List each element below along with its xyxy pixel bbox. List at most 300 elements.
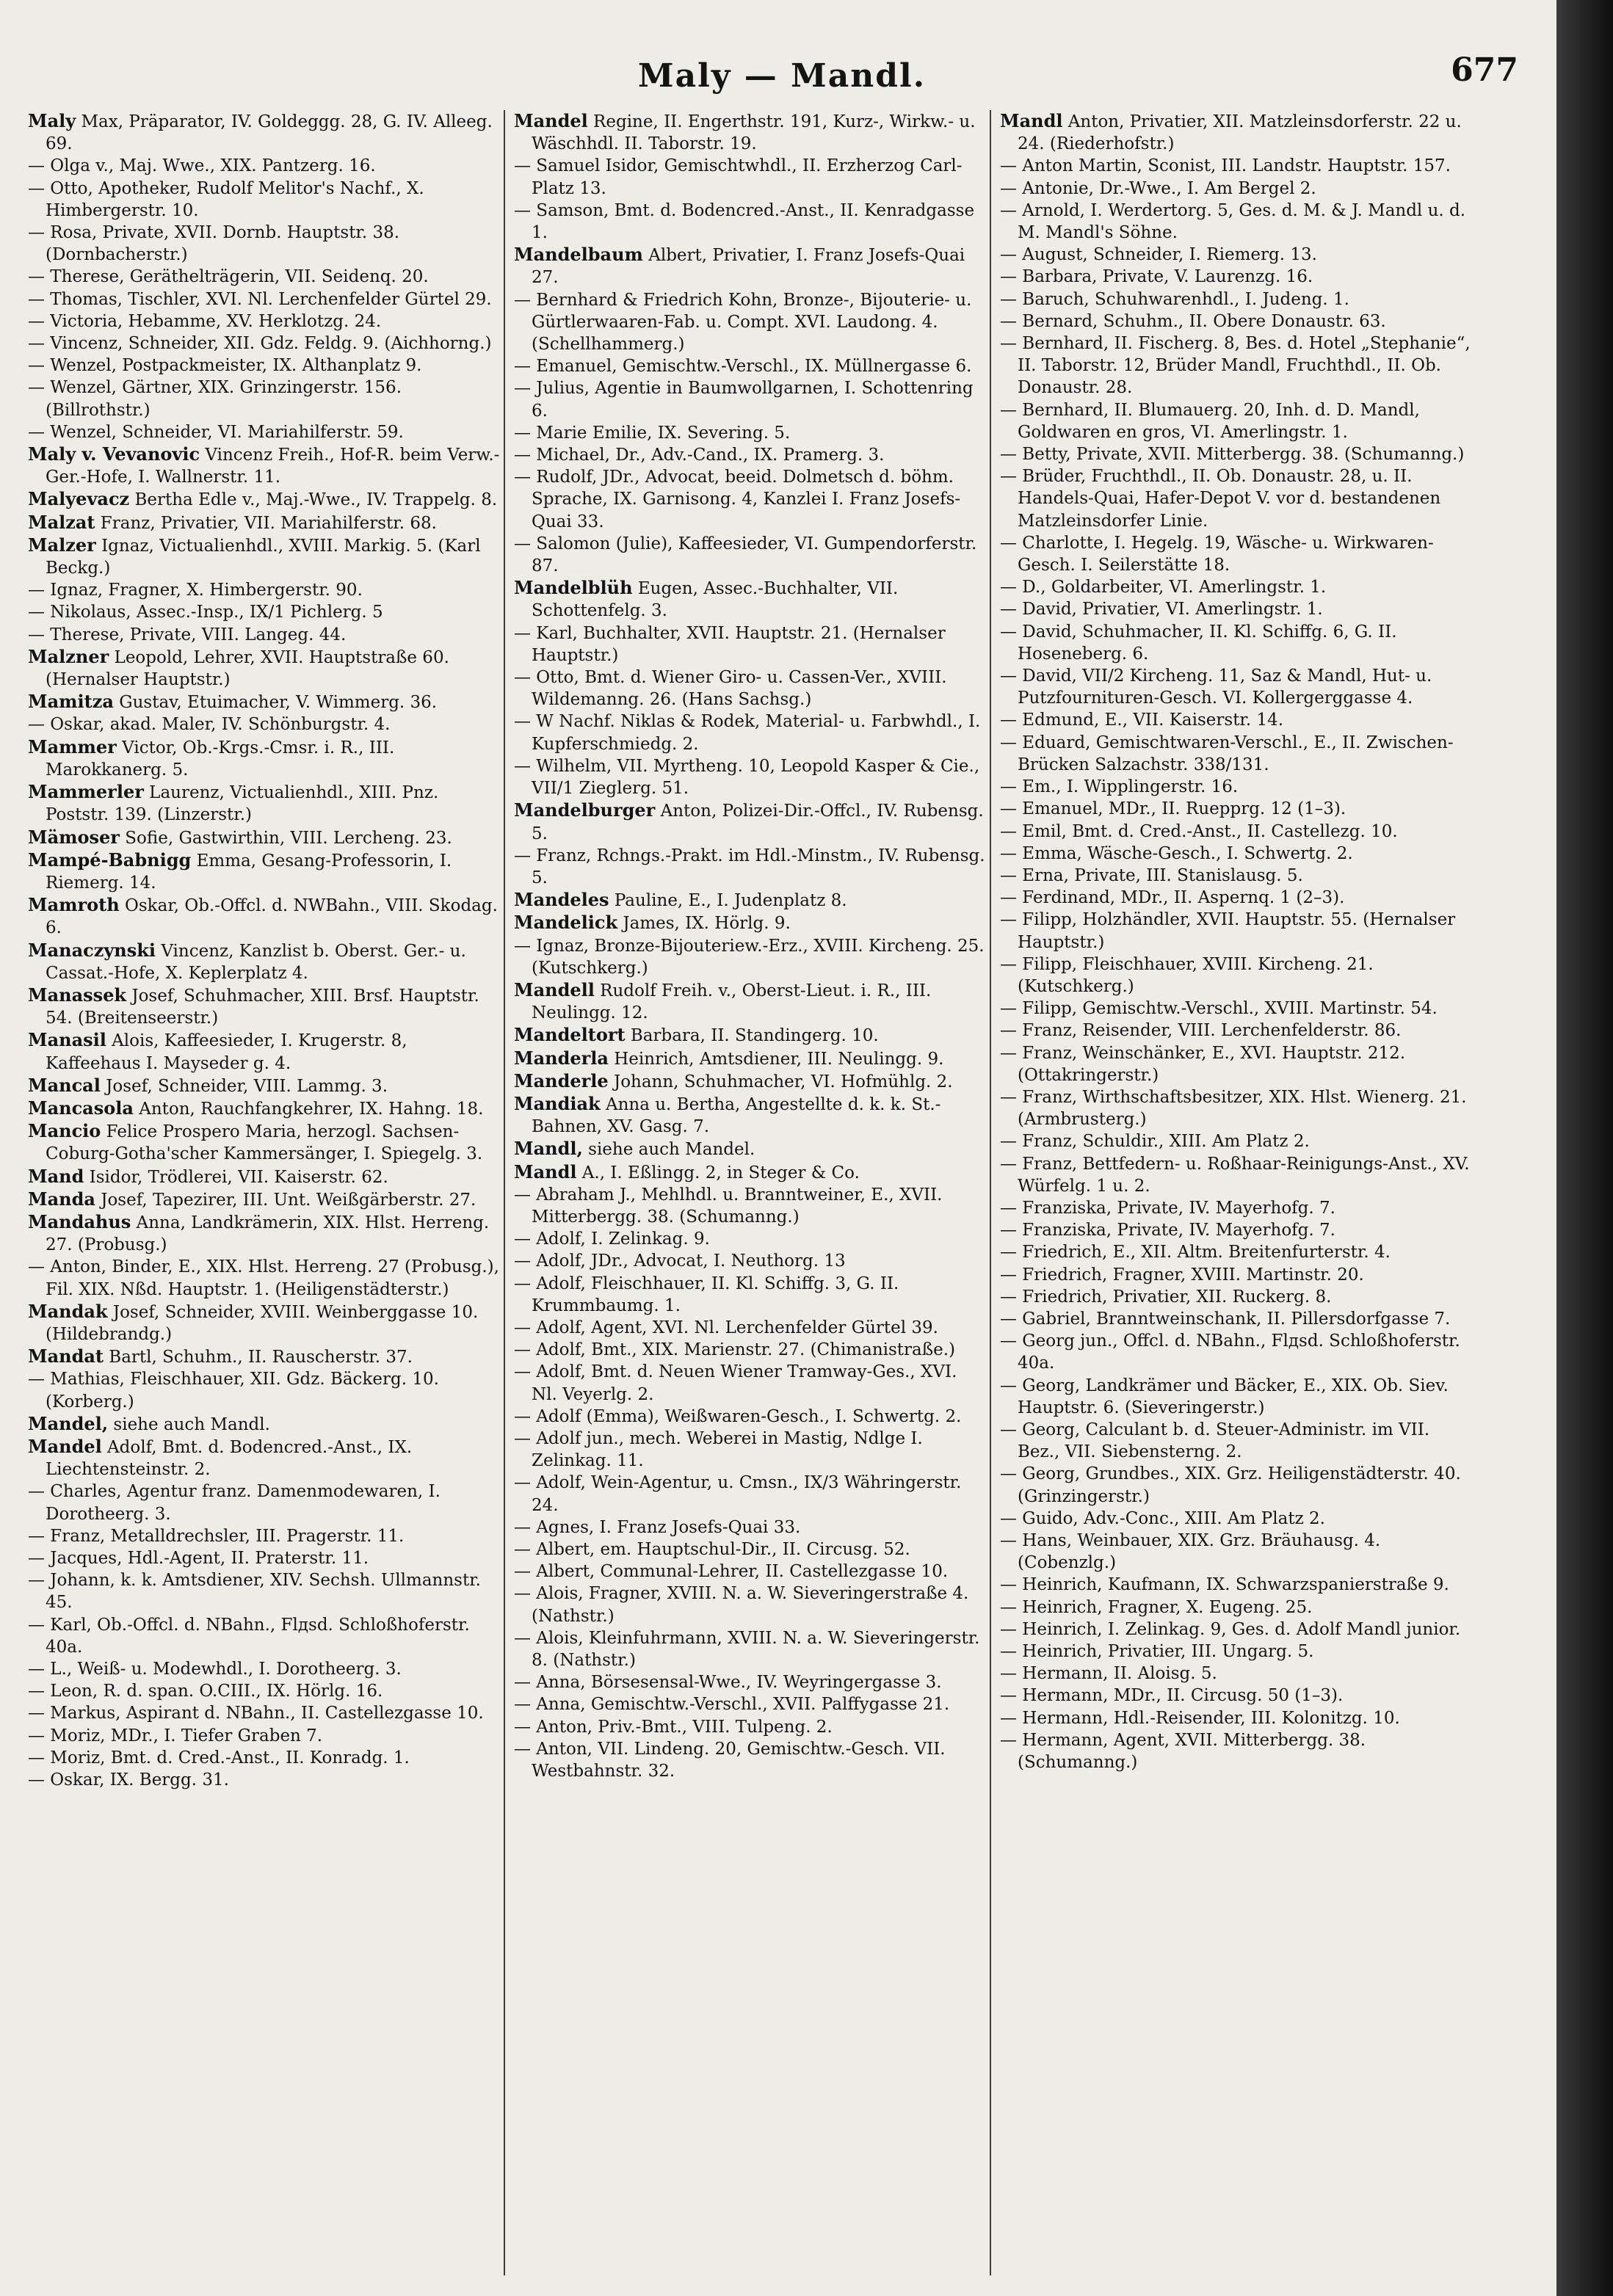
directory-entry (1000, 1286, 1474, 1308)
entry-text: — Bernhard, II. Blumauerg. 20, Inh. d. D. Mandl, Goldwaren en gros, VI. Amerlingstr. 1. (1000, 400, 1420, 442)
directory-entry (28, 940, 501, 984)
entry-text: — Johann, k. k. Amtsdiener, XIV. Sechsh. Ullmannstr. 45. (28, 1571, 481, 1613)
directory-entry (1000, 1241, 1474, 1263)
directory-entry (28, 894, 501, 939)
directory-entry (1000, 1308, 1474, 1330)
entry-text: — Olga v., Maj. Wwe., XIX. Pantzerg. 16. (28, 156, 376, 176)
entry-text: — Anton, VII. Lindeng. 20, Gemischtw.-Gesch. VII. Westbahnstr. 32. (514, 1739, 946, 1781)
directory-entry (1000, 110, 1474, 155)
column-3 (1000, 110, 1474, 1773)
directory-entry (514, 1538, 987, 1561)
entry-text: — Arnold, I. Werdertorg. 5, Ges. d. M. & J. Mandl u. d. M. Mandl's Söhne. (1000, 200, 1466, 243)
entry-text: Gustav, Etuimacher, V. Wimmerg. 36. (113, 693, 438, 713)
entry-headword: Malzat (28, 511, 95, 533)
directory-entry (1000, 709, 1474, 731)
entry-text: — Bernhard & Friedrich Kohn, Bronze-, Bijouterie- u. Gürtlerwaaren-Fab. u. Compt. XVI. Laudong. 4. (Schellhammerg.) (514, 290, 972, 355)
entry-text: — D., Goldarbeiter, VI. Amerlingstr. 1. (1000, 578, 1327, 597)
directory-entry (1000, 1330, 1474, 1374)
entry-text: Josef, Schuhmacher, XIII. Brsf. Hauptstr. 54. (Breitenseerstr.) (46, 986, 479, 1028)
entry-text: Barbara, II. Standingerg. 10. (625, 1026, 879, 1046)
entry-text: Felice Prospero Maria, herzogl. Sachsen-Coburg-Gotha'scher Kammersänger, I. Spiegelg. 3. (46, 1122, 483, 1164)
entry-headword: Mancio (28, 1120, 101, 1142)
entry-headword: Mandelblüh (514, 577, 633, 599)
entry-headword: Mandel, (28, 1412, 109, 1434)
entry-text: Vincenz, Kanzlist b. Oberst. Ger.- u. Cassat.-Hofe, X. Keplerplatz 4. (46, 941, 466, 983)
entry-text: — Emanuel, MDr., II. Ruepprg. 12 (1–3). (1000, 799, 1346, 819)
directory-entry (1000, 200, 1474, 244)
directory-entry (514, 1472, 987, 1516)
entry-text: — Anton, Priv.-Bmt., VIII. Tulpeng. 2. (514, 1717, 833, 1737)
directory-entry (28, 781, 501, 826)
directory-entry (514, 912, 987, 934)
entry-headword: Maly (28, 110, 76, 131)
directory-entry (28, 579, 501, 601)
entry-text: — Marie Emilie, IX. Severing. 5. (514, 423, 791, 443)
directory-entry (514, 1406, 987, 1428)
directory-entry (514, 1093, 987, 1138)
directory-entry (1000, 1574, 1474, 1596)
entry-text: — Franz, Wirthschaftsbesitzer, XIX. Hlst. Wienerg. 21. (Armbrusterg.) (1000, 1087, 1467, 1130)
directory-entry (1000, 1596, 1474, 1619)
directory-entry (28, 110, 501, 155)
directory-entry (514, 1428, 987, 1472)
entry-text: Johann, Schuhmacher, VI. Hofmühlg. 2. (608, 1072, 953, 1091)
directory-entry (28, 377, 501, 421)
entry-text: — Hermann, Agent, XVII. Mitterbergg. 38. (Schumanng.) (1000, 1730, 1366, 1773)
directory-entry (1000, 1197, 1474, 1219)
entry-text: Isidor, Trödlerei, VII. Kaiserstr. 62. (84, 1167, 388, 1187)
directory-entry (514, 979, 987, 1024)
directory-entry (514, 1693, 987, 1715)
directory-entry (1000, 1375, 1474, 1419)
directory-entry (28, 736, 501, 781)
entry-text: — Anna, Börsesensal-Wwe., IV. Weyringergasse 3. (514, 1673, 942, 1693)
entry-text: — Georg jun., Offcl. d. NBahn., Flдsd. Schloßhoferstr. 40a. (1000, 1332, 1460, 1373)
entry-text: Eugen, Assec.-Buchhalter, VII. Schottenfelg. 3. (532, 579, 899, 621)
directory-entry (1000, 310, 1474, 333)
entry-text: Victor, Ob.-Krgs.-Cmsr. i. R., III. Marokkanerg. 5. (46, 738, 395, 780)
entry-text: Franz, Privatier, VII. Mariahilferstr. 68. (95, 513, 437, 533)
directory-entry (1000, 1685, 1474, 1707)
column-1 (28, 110, 501, 1791)
directory-entry (28, 443, 501, 488)
directory-entry (514, 1161, 987, 1184)
entry-text: — Alois, Kleinfuhrmann, XVIII. N. a. W. Sieveringerstr. 8. (Nathstr.) (514, 1628, 980, 1671)
entry-text: — Hermann, Hdl.-Reisender, III. Kolonitzg. 10. (1000, 1708, 1400, 1728)
entry-text: — Alois, Fragner, XVIII. N. a. W. Sieveringerstraße 4. (Nathstr.) (514, 1584, 969, 1626)
entry-text: — David, VII/2 Kircheng. 11, Saz & Mandl, Hut- u. Putzfournituren-Gesch. VI. Kollergerggasse 4. (1000, 666, 1432, 708)
entry-text: — Therese, Geräthelträgerin, VII. Seidenq. 20. (28, 267, 429, 287)
directory-entry (28, 1614, 501, 1658)
directory-entry (1000, 843, 1474, 865)
page-number: 677 (1451, 51, 1518, 89)
directory-entry (514, 466, 987, 533)
entry-text: — Filipp, Holzhändler, XVII. Hauptstr. 55. (Hernalser Hauptstr.) (1000, 910, 1456, 952)
directory-entry (1000, 443, 1474, 465)
entry-text: — Otto, Apotheker, Rudolf Melitor's Nachf., X. Himbergerstr. 10. (28, 178, 424, 220)
entry-text: — Therese, Private, VIII. Langeg. 44. (28, 625, 347, 644)
directory-entry (28, 849, 501, 894)
directory-entry (1000, 887, 1474, 909)
column-divider (990, 110, 991, 2275)
entry-text: — Nikolaus, Assec.-Insp., IX/1 Pichlerg. 5 (28, 603, 383, 622)
entry-text: — Franz, Schuldir., XIII. Am Platz 2. (1000, 1132, 1310, 1152)
directory-entry (1000, 178, 1474, 200)
directory-entry (514, 1047, 987, 1070)
directory-entry (514, 533, 987, 577)
directory-entry (28, 333, 501, 355)
directory-entry (28, 1747, 501, 1769)
directory-entry (1000, 1219, 1474, 1241)
entry-text: Anton, Rauchfangkehrer, IX. Hahng. 18. (133, 1099, 484, 1119)
entry-text: — Mathias, Fleischhauer, XII. Gdz. Bäckerg. 10. (Korberg.) (28, 1370, 439, 1412)
directory-entry (514, 1228, 987, 1250)
directory-entry (1000, 621, 1474, 665)
entry-text: — Heinrich, Fragner, X. Eugeng. 25. (1000, 1597, 1313, 1617)
directory-entry (514, 377, 987, 421)
directory-entry (1000, 1729, 1474, 1773)
entry-text: — Adolf, JDr., Advocat, I. Neuthorg. 13 (514, 1251, 846, 1271)
entry-text: Anna u. Bertha, Angestellte d. k. k. St.-Bahnen, XV. Gasg. 7. (532, 1094, 941, 1137)
entry-text: — Georg, Grundbes., XIX. Grz. Heiligenstädterstr. 40. (Grinzingerstr.) (1000, 1464, 1461, 1506)
directory-entry (514, 1716, 987, 1738)
directory-entry (1000, 1020, 1474, 1042)
entry-text: — Adolf, Bmt., XIX. Marienstr. 27. (Chimanistraße.) (514, 1340, 956, 1360)
directory-entry (28, 1658, 501, 1680)
entry-text: — Karl, Ob.-Offcl. d. NBahn., Flдsd. Schloßhoferstr. 40a. (28, 1615, 470, 1657)
entry-text: — Emma, Wäsche-Gesch., I. Schwertg. 2. (1000, 843, 1353, 863)
entry-text: — Friedrich, Privatier, XII. Ruckerg. 8. (1000, 1287, 1332, 1307)
directory-entry (28, 1680, 501, 1702)
entry-text: — Barbara, Private, V. Laurenzg. 16. (1000, 267, 1313, 287)
directory-entry (28, 288, 501, 310)
entry-text: Heinrich, Amtsdiener, III. Neulingg. 9. (608, 1049, 944, 1069)
entry-headword: Manassek (28, 984, 127, 1006)
directory-entry (514, 422, 987, 444)
entry-headword: Mancasola (28, 1097, 134, 1119)
entry-text: — Heinrich, I. Zelinkag. 9, Ges. d. Adolf Mandl junior. (1000, 1619, 1461, 1639)
directory-entry (28, 355, 501, 377)
entry-headword: Manderle (514, 1069, 609, 1091)
directory-entry (1000, 1153, 1474, 1197)
running-title: Maly — Mandl. (637, 57, 927, 95)
directory-entry (1000, 155, 1474, 177)
directory-entry (514, 845, 987, 889)
directory-entry (514, 666, 987, 711)
directory-entry (28, 624, 501, 646)
directory-entry (28, 713, 501, 735)
entry-text: — Karl, Buchhalter, XVII. Hauptstr. 21. (Hernalser Hauptstr.) (514, 623, 946, 665)
column-2 (514, 110, 987, 1782)
entry-headword: Mandl, (514, 1138, 583, 1160)
entry-text: — Adolf, Agent, XVI. Nl. Lerchenfelder Gürtel 39. (514, 1318, 938, 1337)
entry-headword: Manderla (514, 1047, 609, 1069)
entry-text: — Julius, Agentie in Baumwollgarnen, I. Schottenring 6. (514, 379, 974, 421)
entry-headword: Mammerler (28, 781, 144, 803)
entry-text: Bartl, Schuhm., II. Rauscherstr. 37. (103, 1348, 413, 1367)
directory-entry (28, 512, 501, 534)
entry-headword: Mandelick (514, 912, 618, 934)
entry-headword: Mandell (514, 978, 595, 1000)
directory-entry (1000, 998, 1474, 1020)
directory-entry (28, 1120, 501, 1165)
entry-text: — L., Weiß- u. Modewhdl., I. Dorotheerg. 3. (28, 1660, 402, 1679)
entry-text: Anna, Landkrämerin, XIX. Hlst. Herreng. 27. (Probusg.) (46, 1213, 490, 1255)
entry-text: Josef, Tapezirer, III. Unt. Weißgärberstr. 27. (95, 1190, 476, 1210)
entry-text: — Ferdinand, MDr., II. Aspernq. 1 (2–3). (1000, 888, 1345, 908)
entry-text: — Em., I. Wipplingerstr. 16. (1000, 777, 1239, 797)
entry-headword: Malzer (28, 534, 96, 556)
directory-entry (514, 711, 987, 755)
entry-text: — Anna, Gemischtw.-Verschl., XVII. Palffygasse 21. (514, 1695, 950, 1715)
entry-text: — Salomon (Julie), Kaffeesieder, VI. Gumpendorferstr. 87. (514, 534, 977, 576)
entry-text: — Agnes, I. Franz Josefs-Quai 33. (514, 1517, 801, 1537)
entry-text: — Ignaz, Bronze-Bijouteriew.-Erz., XVIII. Kircheng. 25. (Kutschkerg.) (514, 936, 985, 978)
entry-text: — Adolf, I. Zelinkag. 9. (514, 1229, 710, 1249)
entry-headword: Manda (28, 1188, 95, 1210)
entry-text: Josef, Schneider, VIII. Lammg. 3. (100, 1076, 388, 1096)
page-header (29, 51, 1534, 103)
directory-entry (514, 577, 987, 622)
entry-headword: Mämoser (28, 826, 120, 848)
entry-text: — Oskar, IX. Bergg. 31. (28, 1770, 229, 1790)
entry-text: Max, Präparator, IV. Goldeggg. 28, G. IV. Alleeg. 69. (46, 112, 493, 154)
entry-text: — Gabriel, Branntweinschank, II. Pillersdorfgasse 7. (1000, 1309, 1451, 1329)
directory-entry (1000, 465, 1474, 532)
directory-entry (28, 1256, 501, 1300)
directory-entry (1000, 909, 1474, 953)
entry-text: — Franz, Weinschänker, E., XVI. Hauptstr. 212. (Ottakringerstr.) (1000, 1043, 1406, 1085)
entry-text: Alois, Kaffeesieder, I. Krugerstr. 8, Kaffeehaus I. Mayseder g. 4. (46, 1031, 407, 1073)
entry-text: Laurenz, Victualienhdl., XIII. Pnz. Poststr. 139. (Linzerstr.) (46, 783, 439, 825)
entry-text: — Anton, Binder, E., XIX. Hlst. Herreng. 27 (Probusg.), Fil. XIX. Nßd. Hauptstr. 1. (Heiligenstädterstr.) (28, 1257, 499, 1299)
entry-headword: Malyevacz (28, 488, 130, 510)
directory-entry (28, 691, 501, 713)
directory-entry (1000, 333, 1474, 399)
directory-entry (514, 155, 987, 199)
entry-text: — Eduard, Gemischtwaren-Verschl., E., II. Zwischen-Brücken Salzachstr. 338/131. (1000, 733, 1454, 774)
directory-entry (1000, 1264, 1474, 1286)
entry-text: — Hermann, MDr., II. Circusg. 50 (1–3). (1000, 1686, 1344, 1706)
directory-entry (514, 355, 987, 377)
entry-headword: Maly v. Vevanovic (28, 443, 200, 465)
entry-text: — Ignaz, Fragner, X. Himbergerstr. 90. (28, 581, 363, 600)
entry-text: — Franz, Bettfedern- u. Roßhaar-Reinigungs-Anst., XV. Würfelg. 1 u. 2. (1000, 1154, 1470, 1196)
directory-entry (28, 646, 501, 691)
entry-text: — David, Privatier, VI. Amerlingstr. 1. (1000, 600, 1323, 620)
directory-entry (28, 1345, 501, 1368)
directory-entry (514, 1561, 987, 1583)
directory-entry (514, 1671, 987, 1693)
entry-text: Rudolf Freih. v., Oberst-Lieut. i. R., III. Neulingg. 12. (532, 981, 932, 1023)
entry-text: — Oskar, akad. Maler, IV. Schönburgstr. 4. (28, 715, 391, 735)
directory-entry (1000, 266, 1474, 288)
entry-text: — Adolf, Fleischhauer, II. Kl. Schiffg. 3, G. II. Krummbaumg. 1. (514, 1274, 899, 1315)
directory-entry (28, 421, 501, 443)
directory-entry (514, 935, 987, 979)
entry-text: Pauline, E., I. Judenplatz 8. (609, 891, 847, 911)
entry-text: — Brüder, Fruchthdl., II. Ob. Donaustr. 28, u. II. Handels-Quai, Hafer-Depot V. vor d. bestandenen Matzleinsdorfer Linie. (1000, 467, 1441, 531)
directory-entry (514, 799, 987, 844)
entry-headword: Mandeles (514, 889, 609, 911)
entry-text: — Markus, Aspirant d. NBahn., II. Castellezgasse 10. (28, 1704, 484, 1723)
entry-text: — Friedrich, E., XII. Altm. Breitenfurterstr. 4. (1000, 1243, 1391, 1263)
entry-text: — Vincenz, Schneider, XII. Gdz. Feldg. 9. (Aichhorng.) (28, 334, 492, 354)
directory-entry (1000, 865, 1474, 887)
directory-entry (514, 1361, 987, 1405)
entry-text: — Anton Martin, Sconist, III. Landstr. Hauptstr. 157. (1000, 156, 1451, 176)
directory-entry (28, 1368, 501, 1412)
directory-entry (1000, 576, 1474, 598)
directory-entry (28, 266, 501, 288)
entry-text: — Bernhard, II. Fischerg. 8, Bes. d. Hotel „Stephanie“, II. Taborstr. 12, Brüder Mandl, Fruchthdl., II. Ob. Donaustr. 28. (1000, 334, 1471, 398)
directory-entry (1000, 1419, 1474, 1463)
entry-text: Adolf, Bmt. d. Bodencred.-Anst., IX. Liechtensteinstr. 2. (46, 1437, 413, 1480)
directory-entry (514, 110, 987, 155)
directory-entry (514, 1273, 987, 1317)
entry-text: — Erna, Private, III. Stanislausg. 5. (1000, 865, 1303, 885)
directory-entry (1000, 798, 1474, 820)
directory-entry (514, 244, 987, 288)
entry-text: — Edmund, E., VII. Kaiserstr. 14. (1000, 711, 1284, 730)
directory-entry (28, 827, 501, 849)
directory-entry (28, 1188, 501, 1211)
entry-text: — Jacques, Hdl.-Agent, II. Praterstr. 11. (28, 1549, 369, 1568)
entry-headword: Mammer (28, 735, 117, 758)
entry-text: Anton, Privatier, XII. Matzleinsdorferstr. 22 u. 24. (Riederhofstr.) (1018, 112, 1462, 154)
entry-headword: Mandahus (28, 1210, 131, 1232)
entry-text: — Samson, Bmt. d. Bodencred.-Anst., II. Kenradgasse 1. (514, 200, 975, 243)
entry-text: — Georg, Landkrämer und Bäcker, E., XIX. Ob. Siev. Hauptstr. 6. (Sieveringerstr.) (1000, 1376, 1449, 1417)
entry-text: — August, Schneider, I. Riemerg. 13. (1000, 245, 1317, 265)
directory-entry (28, 1413, 501, 1436)
entry-text: Emma, Gesang-Professorin, I. Riemerg. 14. (46, 851, 452, 893)
entry-headword: Mandiak (514, 1092, 601, 1114)
directory-entry (28, 534, 501, 579)
entry-text: Sofie, Gastwirthin, VIII. Lercheng. 23. (119, 828, 452, 848)
entry-text: — Guido, Adv.-Conc., XIII. Am Platz 2. (1000, 1508, 1325, 1528)
entry-text: James, IX. Hörlg. 9. (617, 914, 791, 934)
entry-text: — Thomas, Tischler, XVI. Nl. Lerchenfelder Gürtel 29. (28, 289, 492, 309)
directory-entry (28, 1075, 501, 1097)
entry-headword: Manasil (28, 1029, 106, 1051)
entry-headword: Malzner (28, 645, 109, 667)
directory-entry (514, 1738, 987, 1782)
directory-entry (28, 1301, 501, 1345)
entry-text: — Abraham J., Mehlhdl. u. Branntweiner, E., XVII. Mitterbergg. 38. (Schumanng.) (514, 1185, 943, 1227)
entry-text: siehe auch Mandel. (582, 1140, 755, 1160)
entry-text: — Wenzel, Postpackmeister, IX. Althanplatz 9. (28, 356, 422, 376)
entry-text: Albert, Privatier, I. Franz Josefs-Quai 27. (532, 246, 965, 288)
entry-text: — Michael, Dr., Adv.-Cand., IX. Pramerg. 3. (514, 446, 885, 465)
entry-text: — Friedrich, Fragner, XVIII. Martinstr. 20. (1000, 1265, 1364, 1285)
directory-entry (1000, 1086, 1474, 1130)
directory-entry (1000, 1508, 1474, 1530)
entry-text: Anton, Polizei-Dir.-Offcl., IV. Rubensg. 5. (532, 802, 984, 843)
directory-entry (514, 1583, 987, 1627)
entry-text: — Rosa, Private, XVII. Dornb. Hauptstr. 38. (Dornbacherstr.) (28, 223, 400, 265)
directory-entry (28, 1436, 501, 1481)
directory-entry (1000, 821, 1474, 843)
entry-text: Regine, II. Engerthstr. 191, Kurz-, Wirkw.- u. Wäschhdl. II. Taborstr. 19. (532, 112, 976, 154)
entry-text: — Bernard, Schuhm., II. Obere Donaustr. 63. (1000, 311, 1386, 331)
entry-text: — David, Schuhmacher, II. Kl. Schiffg. 6, G. II. Hoseneberg. 6. (1000, 622, 1397, 664)
entry-headword: Manaczynski (28, 939, 156, 961)
directory-entry (514, 444, 987, 466)
directory-entry (28, 1481, 501, 1525)
directory-entry (514, 1317, 987, 1339)
entry-text: — Adolf, Bmt. d. Neuen Wiener Tramway-Ges., XVI. Nl. Veyerlg. 2. (514, 1362, 957, 1404)
entry-text: — Charles, Agentur franz. Damenmodewaren, I. Dorotheerg. 3. (28, 1482, 441, 1524)
directory-entry (514, 200, 987, 244)
entry-text: — Antonie, Dr.-Wwe., I. Am Bergel 2. (1000, 178, 1316, 198)
entry-text: Oskar, Ob.-Offcl. d. NWBahn., VIII. Skodag. 6. (46, 896, 498, 938)
entry-headword: Mandelburger (514, 799, 656, 821)
entry-text: Vincenz Freih., Hof-R. beim Verw.-Ger.-Hofe, I. Wallnerstr. 11. (46, 446, 500, 487)
entry-headword: Mandelbaum (514, 244, 643, 266)
column-divider (504, 110, 505, 2275)
directory-entry (1000, 288, 1474, 310)
directory-entry (1000, 1663, 1474, 1685)
directory-entry (1000, 532, 1474, 576)
directory-entry (1000, 665, 1474, 709)
directory-entry (28, 984, 501, 1029)
entry-text: A., I. Eßlingg. 2, in Steger & Co. (576, 1163, 860, 1182)
entry-text: — Rudolf, JDr., Advocat, beeid. Dolmetsch d. böhm. Sprache, IX. Garnisong. 4, Kanzlei I. Franz Josefs-Quai 33. (514, 468, 961, 531)
entry-text: — Filipp, Fleischhauer, XVIII. Kircheng. 21. (Kutschkerg.) (1000, 954, 1374, 996)
directory-entry (28, 1525, 501, 1547)
directory-entry (1000, 1619, 1474, 1641)
entry-text: — Georg, Calculant b. d. Steuer-Administr. im VII. Bez., VII. Siebensterng. 2. (1000, 1420, 1430, 1462)
scan-edge (1556, 0, 1613, 2296)
directory-entry (28, 155, 501, 177)
directory-entry (1000, 1042, 1474, 1086)
directory-entry (28, 488, 501, 511)
entry-headword: Mandel (514, 110, 588, 131)
directory-entry (28, 1769, 501, 1791)
directory-entry (28, 178, 501, 222)
directory-entry (28, 1569, 501, 1613)
entry-headword: Mampé-Babnigg (28, 849, 192, 871)
entry-text: — Emil, Bmt. d. Cred.-Anst., II. Castellezg. 10. (1000, 821, 1398, 841)
entry-text: — Otto, Bmt. d. Wiener Giro- u. Cassen-Ver., XVIII. Wildemanng. 26. (Hans Sachsg.) (514, 668, 947, 710)
entry-text: Josef, Schneider, XVIII. Weinberggasse 10. (Hildebrandg.) (46, 1302, 479, 1344)
entry-text: — Betty, Private, XVII. Mitterbergg. 38. (Schumanng.) (1000, 445, 1465, 465)
directory-entry (514, 1184, 987, 1228)
entry-text: — Charlotte, I. Hegelg. 19, Wäsche- u. Wirkwaren-Gesch. I. Seilerstätte 18. (1000, 533, 1434, 575)
directory-entry (28, 601, 501, 623)
directory-entry (28, 1547, 501, 1569)
entry-text: — Hans, Weinbauer, XIX. Grz. Bräuhausg. 4. (Cobenzlg.) (1000, 1531, 1381, 1573)
entry-headword: Mancal (28, 1074, 101, 1096)
entry-text: — Adolf, Wein-Agentur, u. Cmsn., IX/3 Währingerstr. 24. (514, 1473, 962, 1515)
entry-text: — Emanuel, Gemischtw.-Verschl., IX. Müllnergasse 6. (514, 357, 972, 377)
entry-text: — Wenzel, Gärtner, XIX. Grinzingerstr. 156. (Billrothstr.) (28, 378, 402, 420)
entry-text: — Filipp, Gemischtw.-Verschl., XVIII. Martinstr. 54. (1000, 999, 1438, 1019)
entry-text: — Franz, Metalldrechsler, III. Pragerstr. 11. (28, 1526, 405, 1546)
entry-text: — Victoria, Hebamme, XV. Herklotzg. 24. (28, 311, 382, 331)
directory-entry (1000, 244, 1474, 266)
entry-headword: Mamitza (28, 691, 114, 713)
entry-text: — Baruch, Schuhwarenhdl., I. Judeng. 1. (1000, 289, 1349, 309)
entry-text: — Heinrich, Kaufmann, IX. Schwarzspanierstraße 9. (1000, 1575, 1449, 1595)
directory-entry (514, 755, 987, 799)
directory-entry (28, 1725, 501, 1747)
directory-entry (514, 1627, 987, 1671)
entry-text: — Hermann, II. Aloisg. 5. (1000, 1664, 1217, 1684)
entry-text: — Wilhelm, VII. Myrtheng. 10, Leopold Kasper & Cie., VII/1 Zieglerg. 51. (514, 756, 980, 799)
directory-entry (28, 1166, 501, 1188)
